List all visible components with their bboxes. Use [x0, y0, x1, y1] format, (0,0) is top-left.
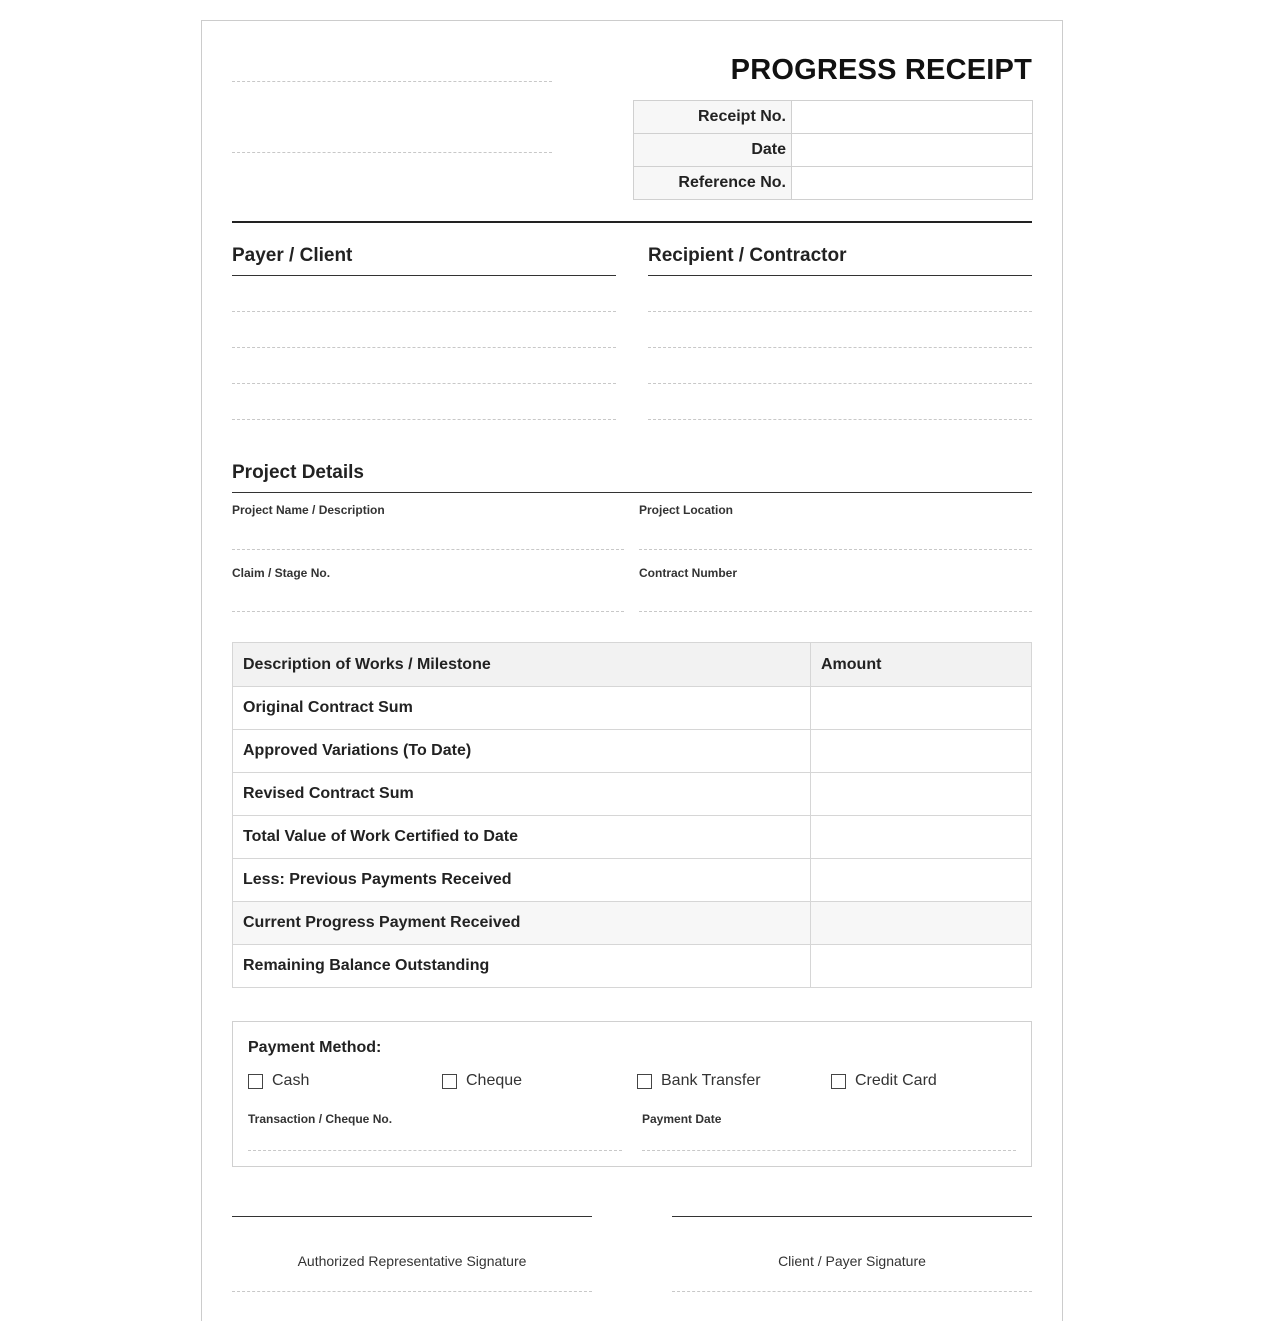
- cheque-label: Cheque: [466, 1072, 523, 1089]
- reference-no-label: Reference No.: [634, 167, 792, 200]
- recipient-line[interactable]: [648, 383, 1032, 384]
- transaction-no-label: Transaction / Cheque No.: [248, 1112, 393, 1126]
- table-row: [233, 859, 1032, 902]
- payment-method-box: [232, 1021, 1032, 1167]
- receipt-meta-table: [633, 100, 1033, 200]
- company-address-line[interactable]: [232, 152, 552, 153]
- payer-section-title: Payer / Client: [232, 245, 616, 276]
- credit-card-label: Credit Card: [855, 1072, 937, 1089]
- description-header: Description of Works / Milestone: [233, 643, 811, 687]
- payer-line[interactable]: [232, 383, 616, 384]
- company-name-line[interactable]: [232, 81, 552, 82]
- bank-transfer-checkbox-option[interactable]: [637, 1072, 761, 1090]
- row-amount-field[interactable]: [811, 859, 1032, 902]
- table-row: [233, 687, 1032, 730]
- table-row: [233, 773, 1032, 816]
- meta-row-reference-no: [634, 167, 1033, 200]
- table-row: [233, 730, 1032, 773]
- meta-row-receipt-no: [634, 101, 1033, 134]
- cheque-checkbox-option[interactable]: [442, 1072, 522, 1090]
- client-signature-line[interactable]: [672, 1216, 1032, 1217]
- checkbox-icon[interactable]: [248, 1074, 263, 1089]
- table-row: [233, 945, 1032, 988]
- authorized-print-name-line[interactable]: [232, 1291, 592, 1292]
- reference-no-field[interactable]: [792, 167, 1033, 200]
- client-print-name-line[interactable]: [672, 1291, 1032, 1292]
- cash-checkbox-option[interactable]: [248, 1072, 309, 1090]
- project-location-line[interactable]: [639, 549, 1032, 550]
- receipt-no-label: Receipt No.: [634, 101, 792, 134]
- payment-date-label: Payment Date: [642, 1112, 722, 1126]
- row-amount-field[interactable]: [811, 687, 1032, 730]
- row-description: Less: Previous Payments Received: [233, 859, 811, 902]
- payment-date-line[interactable]: [642, 1150, 1016, 1151]
- receipt-page: [201, 20, 1063, 1321]
- row-description: Approved Variations (To Date): [233, 730, 811, 773]
- row-description: Revised Contract Sum: [233, 773, 811, 816]
- row-amount-field[interactable]: [811, 945, 1032, 988]
- table-row: [233, 816, 1032, 859]
- row-amount-field[interactable]: [811, 816, 1032, 859]
- checkbox-icon[interactable]: [637, 1074, 652, 1089]
- authorized-signature-label: Authorized Representative Signature: [297, 1253, 527, 1269]
- project-section-title: Project Details: [232, 462, 1032, 493]
- payer-line[interactable]: [232, 311, 616, 312]
- recipient-line[interactable]: [648, 419, 1032, 420]
- recipient-section-title: Recipient / Contractor: [648, 245, 1032, 276]
- row-amount-field[interactable]: [811, 730, 1032, 773]
- checkbox-icon[interactable]: [831, 1074, 846, 1089]
- table-row-highlighted: [233, 902, 1032, 945]
- bank-transfer-label: Bank Transfer: [661, 1072, 761, 1089]
- contract-number-line[interactable]: [639, 611, 1032, 612]
- claim-stage-line[interactable]: [232, 611, 624, 612]
- row-description: Total Value of Work Certified to Date: [233, 816, 811, 859]
- receipt-no-field[interactable]: [792, 101, 1033, 134]
- meta-row-date: [634, 134, 1033, 167]
- date-label: Date: [634, 134, 792, 167]
- document-title: PROGRESS RECEIPT: [730, 54, 1032, 86]
- cash-label: Cash: [272, 1072, 310, 1089]
- payer-line[interactable]: [232, 347, 616, 348]
- row-description: Remaining Balance Outstanding: [233, 945, 811, 988]
- row-amount-field[interactable]: [811, 902, 1032, 945]
- amount-header: Amount: [811, 643, 1032, 687]
- project-name-line[interactable]: [232, 549, 624, 550]
- recipient-line[interactable]: [648, 347, 1032, 348]
- contract-number-label: Contract Number: [639, 566, 738, 580]
- transaction-no-line[interactable]: [248, 1150, 622, 1151]
- recipient-line[interactable]: [648, 311, 1032, 312]
- project-location-label: Project Location: [639, 503, 734, 517]
- works-table: [232, 642, 1032, 988]
- claim-stage-label: Claim / Stage No.: [232, 566, 331, 580]
- row-description: Current Progress Payment Received: [233, 902, 811, 945]
- project-name-label: Project Name / Description: [232, 503, 385, 517]
- payer-line[interactable]: [232, 419, 616, 420]
- header-divider: [232, 221, 1032, 223]
- date-field[interactable]: [792, 134, 1033, 167]
- row-amount-field[interactable]: [811, 773, 1032, 816]
- table-header-row: [233, 643, 1032, 687]
- checkbox-icon[interactable]: [442, 1074, 457, 1089]
- row-description: Original Contract Sum: [233, 687, 811, 730]
- payment-method-title: Payment Method:: [248, 1039, 382, 1056]
- client-signature-label: Client / Payer Signature: [778, 1253, 926, 1269]
- authorized-signature-line[interactable]: [232, 1216, 592, 1217]
- credit-card-checkbox-option[interactable]: [831, 1072, 937, 1090]
